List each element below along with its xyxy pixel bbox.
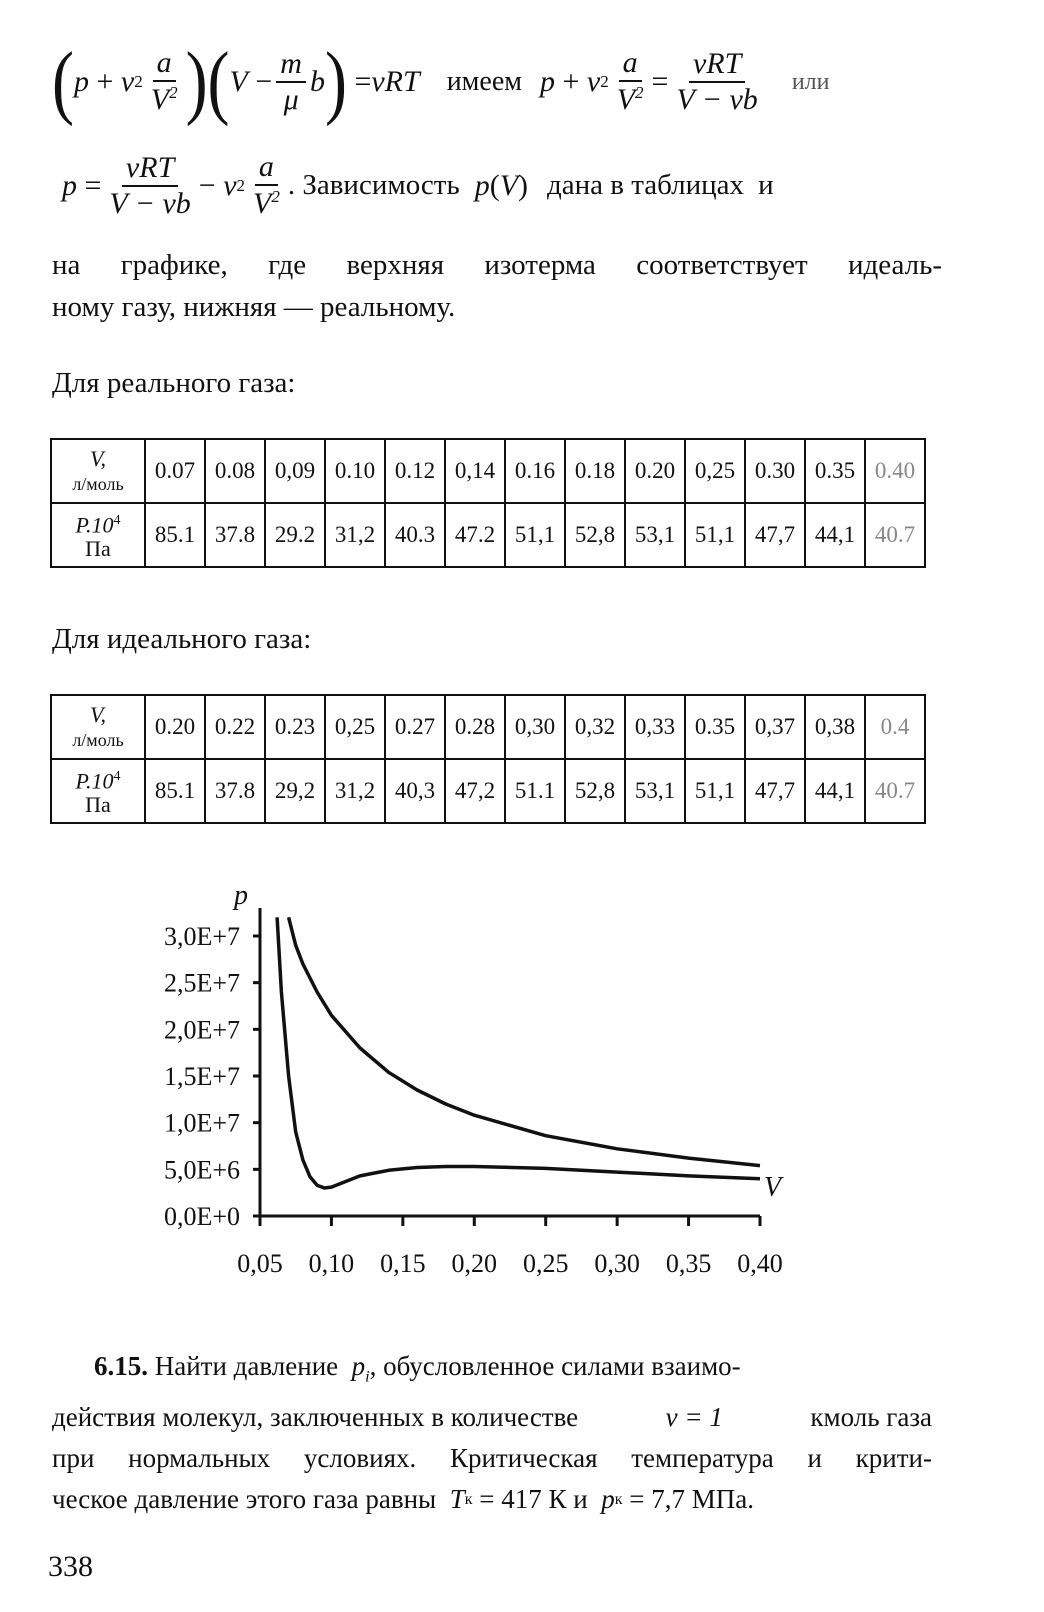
volume-cell: 0.40 <box>865 439 925 503</box>
volume-cell: 0,33 <box>625 695 685 759</box>
x-tick-label: 0,15 <box>380 1249 426 1278</box>
var-p-sub: i <box>365 1368 370 1386</box>
pressure-cell: 53,1 <box>625 503 685 567</box>
ideal-gas-caption: Для идеального газа: <box>52 623 312 655</box>
isotherm-line-1 <box>289 917 760 1165</box>
pressure-cell: 40.7 <box>865 759 925 823</box>
volume-header: V, л/моль <box>51 695 145 759</box>
table-row <box>51 439 925 503</box>
volume-cell: 0.27 <box>385 695 445 759</box>
var-T-sub: к <box>464 1491 473 1509</box>
problem-text-4a: ческое давление этого газа равны <box>52 1484 437 1515</box>
pressure-cell: 44,1 <box>805 503 865 567</box>
pressure-cell: 51,1 <box>685 759 745 823</box>
pressure-cell: 37.8 <box>205 503 265 567</box>
pressure-cell: 40,3 <box>385 759 445 823</box>
pressure-header: $P.10^4$ Па <box>51 759 145 823</box>
pressure-cell: 51,1 <box>505 503 565 567</box>
pressure-cell: 44,1 <box>805 759 865 823</box>
y-tick-label: 3,0E+7 <box>163 922 240 951</box>
paragraph-line-1: на графике, где верхняя изотерма соответствует идеаль- <box>52 249 942 281</box>
problem-line-2 <box>52 1397 932 1438</box>
volume-cell: 0.12 <box>385 439 445 503</box>
table-row <box>51 759 925 823</box>
volume-cell: 0.22 <box>205 695 265 759</box>
volume-cell: 0.30 <box>745 439 805 503</box>
real-gas-table <box>50 438 926 568</box>
page-number: 338 <box>48 1550 93 1583</box>
problem-6-15 <box>52 1346 932 1520</box>
volume-cell: 0.07 <box>145 439 205 503</box>
problem-text-1-end: , обусловленное силами взаимо- <box>369 1351 741 1381</box>
pk-value: = 7,7 МПа. <box>629 1484 754 1515</box>
pressure-cell: 47,7 <box>745 759 805 823</box>
dependence-tail-and: и <box>758 169 774 201</box>
problem-line-4 <box>52 1479 932 1520</box>
x-tick-label: 0,20 <box>451 1249 498 1278</box>
pressure-cell: 51,1 <box>685 503 745 567</box>
paren-open: ( <box>52 35 74 127</box>
var-pk: p <box>601 1484 615 1515</box>
y-axis-label: p <box>234 880 248 911</box>
pressure-cell: 40.3 <box>385 503 445 567</box>
word-imeem: имеем <box>446 65 522 97</box>
volume-cell: 0,30 <box>505 695 565 759</box>
pressure-cell: 85.1 <box>145 503 205 567</box>
volume-cell: 0.4 <box>865 695 925 759</box>
problem-text-2b: кмоль газа <box>810 1402 932 1433</box>
pressure-cell: 29.2 <box>265 503 325 567</box>
problem-line-1 <box>52 1346 932 1397</box>
isotherm-line-2 <box>277 917 760 1188</box>
y-tick-label: 0,0E+0 <box>163 1202 240 1231</box>
y-tick-label: 1,0E+7 <box>163 1108 240 1138</box>
pressure-cell: 31,2 <box>325 503 385 567</box>
pressure-cell: 51.1 <box>505 759 565 823</box>
volume-cell: 0,32 <box>565 695 625 759</box>
pressure-header: $P.10^4$ Па <box>51 503 145 567</box>
equation-line-2: p = $\frac{\text{νRT}}{V - \nu b}$ − ν 2 $\frac{a}{V^2}$ . Зависимость p ( V ) дана в таблицах и <box>62 150 774 220</box>
pressure-cell: 31,2 <box>325 759 385 823</box>
paragraph-line-2: ному газу, нижняя — реальному. <box>52 291 456 323</box>
y-tick-label: 2,0E+7 <box>163 1015 240 1045</box>
volume-cell: 0.10 <box>325 439 385 503</box>
volume-cell: 0.08 <box>205 439 265 503</box>
isotherm-chart <box>0 870 1044 1300</box>
table-row <box>51 503 925 567</box>
volume-header: V, л/моль <box>51 439 145 503</box>
equation-line-1: ( p + ν 2 $\frac{a}{V^2}$ ) ( V − $\frac{m}{\mu}$ b ) = νRT имеем p + ν 2 $\frac{a}{V^2}$ = $\frac{\text{νRT}}{V - \nu b}$ или <box>52 35 830 127</box>
problem-text-2a: действия молекул, заключенных в количестве <box>52 1402 579 1433</box>
description-paragraph <box>52 244 942 328</box>
volume-cell: 0.35 <box>685 695 745 759</box>
var-T: T <box>449 1484 465 1515</box>
pressure-cell: 40.7 <box>865 503 925 567</box>
volume-cell: 0.16 <box>505 439 565 503</box>
pressure-cell: 47.2 <box>445 503 505 567</box>
volume-cell: 0,37 <box>745 695 805 759</box>
volume-cell: 0,09 <box>265 439 325 503</box>
x-tick-label: 0,25 <box>522 1249 569 1278</box>
y-tick-label: 5,0E+6 <box>163 1155 240 1185</box>
pressure-cell: 47,2 <box>445 759 505 823</box>
problem-text-1: Найти давление <box>154 1351 339 1381</box>
x-tick-label: 0,35 <box>665 1249 712 1278</box>
pressure-cell: 47,7 <box>745 503 805 567</box>
volume-cell: 0.35 <box>805 439 865 503</box>
volume-cell: 0.28 <box>445 695 505 759</box>
pressure-cell: 52,8 <box>565 759 625 823</box>
x-tick-label: 0,10 <box>308 1249 355 1278</box>
volume-cell: 0,25 <box>685 439 745 503</box>
table-row <box>51 695 925 759</box>
ideal-gas-table <box>50 694 926 824</box>
y-tick-label: 1,5E+7 <box>163 1062 240 1091</box>
real-gas-caption: Для реального газа: <box>52 367 296 399</box>
volume-cell: 0.23 <box>265 695 325 759</box>
x-tick-label: 0,05 <box>237 1249 283 1278</box>
x-tick-label: 0,40 <box>737 1249 783 1278</box>
volume-cell: 0.20 <box>145 695 205 759</box>
pressure-cell: 29,2 <box>265 759 325 823</box>
problem-number: 6.15. <box>94 1351 148 1381</box>
var-pk-sub: к <box>614 1491 623 1509</box>
volume-cell: 0,14 <box>445 439 505 503</box>
volume-cell: 0.18 <box>565 439 625 503</box>
volume-cell: 0.20 <box>625 439 685 503</box>
word-ili: или <box>791 68 830 95</box>
volume-cell: 0,38 <box>805 695 865 759</box>
y-tick-label: 2,5E+7 <box>163 968 240 998</box>
pressure-cell: 37.8 <box>205 759 265 823</box>
volume-cell: 0,25 <box>325 695 385 759</box>
dependence-text: . Зависимость <box>287 169 460 201</box>
pressure-cell: 85.1 <box>145 759 205 823</box>
var-p: p <box>351 1351 366 1381</box>
pressure-cell: 53,1 <box>625 759 685 823</box>
x-axis-label: V <box>764 1172 782 1203</box>
dependence-tail: дана в таблицах <box>547 169 745 201</box>
problem-line-3: при нормальных условиях. Критическая температура и крити- <box>52 1443 932 1474</box>
pressure-cell: 52,8 <box>565 503 625 567</box>
x-tick-label: 0,30 <box>594 1249 640 1278</box>
nu-equation: ν = 1 <box>665 1402 723 1433</box>
T-value: = 417 К и <box>479 1484 588 1515</box>
